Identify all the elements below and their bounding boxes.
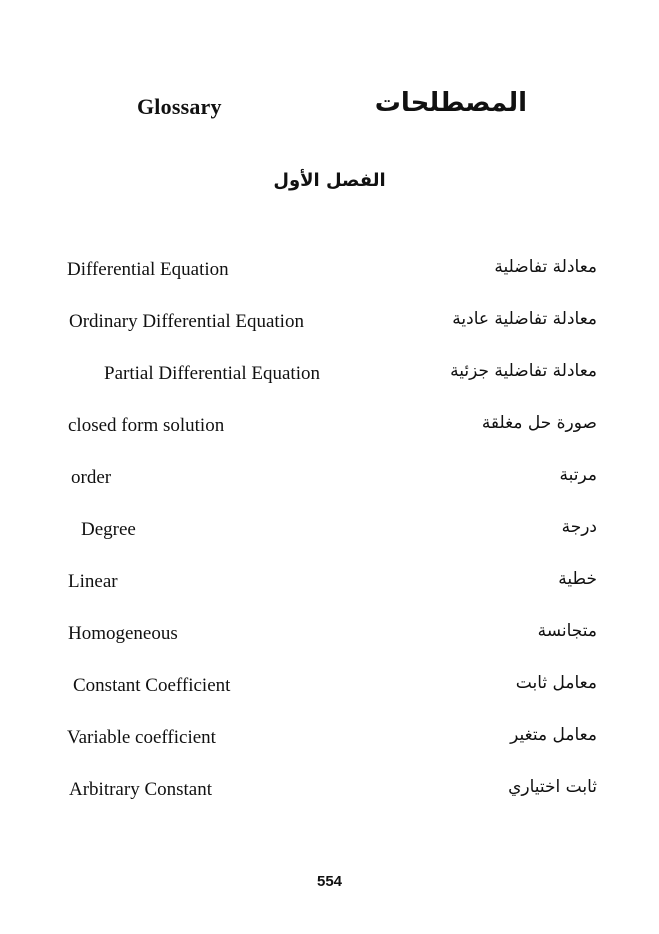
- term-arabic: متجانسة: [537, 621, 597, 641]
- glossary-entry: [0, 571, 659, 601]
- term-english: Variable coefficient: [67, 727, 216, 748]
- term-english: order: [71, 467, 112, 488]
- term-arabic: ثابت اختياري: [508, 777, 597, 797]
- term-english: closed form solution: [68, 415, 225, 436]
- term-arabic: معادلة تفاضلية عادية: [452, 309, 597, 329]
- term-english: Ordinary Differential Equation: [69, 311, 304, 332]
- glossary-entry: [0, 779, 659, 809]
- glossary-entry: [0, 363, 659, 393]
- term-english: Linear: [68, 571, 118, 592]
- glossary-entry: [0, 259, 659, 289]
- term-english: Homogeneous: [68, 623, 178, 644]
- glossary-entry: [0, 467, 659, 497]
- term-english: Arbitrary Constant: [69, 779, 213, 800]
- chapter-heading: الفصل الأول: [273, 170, 386, 191]
- term-arabic: معامل ثابت: [515, 673, 597, 693]
- glossary-entry: [0, 675, 659, 705]
- glossary-entry: [0, 311, 659, 341]
- term-arabic: معادلة تفاضلية جزئية: [450, 361, 597, 381]
- term-english: Partial Differential Equation: [104, 363, 320, 384]
- glossary-entry: [0, 415, 659, 445]
- term-arabic: معادلة تفاضلية: [494, 257, 597, 277]
- term-arabic: درجة: [561, 517, 597, 537]
- glossary-title-english: Glossary: [137, 94, 222, 119]
- term-arabic: خطية: [558, 569, 597, 589]
- term-english: Degree: [81, 519, 136, 540]
- term-arabic: صورة حل مغلقة: [481, 413, 597, 433]
- term-english: Constant Coefficient: [73, 675, 231, 696]
- term-arabic: معامل متغير: [510, 725, 597, 745]
- page-number: 554: [316, 873, 343, 890]
- glossary-entry: [0, 623, 659, 653]
- glossary-entry: [0, 519, 659, 549]
- glossary-title-arabic: المصطلحات: [374, 88, 527, 118]
- term-english: Differential Equation: [67, 259, 229, 280]
- term-arabic: مرتبة: [559, 465, 597, 485]
- glossary-entry: [0, 727, 659, 757]
